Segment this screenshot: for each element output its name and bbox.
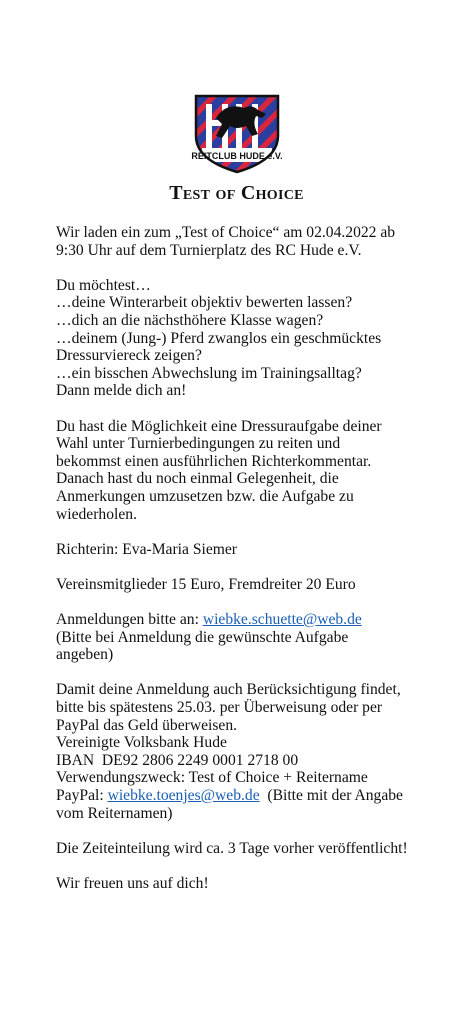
description-line: Du hast die Möglichkeit eine Dressuraufgabe deiner (56, 417, 382, 435)
purpose-line: Verwendungszweck: Test of Choice + Reitername (56, 769, 368, 787)
paypal-prefix: PayPal: (56, 787, 108, 804)
wishes-paragraph (56, 277, 436, 400)
wishes-line: …dich an die nächsthöhere Klasse wagen? (56, 311, 324, 329)
schedule-paragraph (56, 840, 436, 858)
closing-line: Wir freuen uns auf dich! (56, 874, 209, 892)
club-logo (186, 90, 288, 174)
logo-text: REITCLUB HUDE e.V. (191, 151, 283, 161)
wishes-line: Dann melde dich an! (56, 382, 187, 400)
description-paragraph (56, 418, 436, 524)
paypal-line-2: vom Reiternamen) (56, 804, 173, 822)
registration-prefix: Anmeldungen bitte an: (56, 611, 203, 629)
registration-line (56, 611, 436, 629)
bank-name: Vereinigte Volksbank Hude (56, 734, 227, 752)
wishes-line: …ein bisschen Abwechslung im Trainingsalltag? (56, 364, 362, 382)
paypal-line (56, 787, 436, 805)
registration-note-line: (Bitte bei Anmeldung die gewünschte Aufgabe (56, 628, 349, 646)
description-line: Danach hast du noch einmal Gelegenheit, die (56, 470, 339, 488)
payment-line: bitte bis spätestens 25.03. per Überweisung oder per (56, 699, 383, 717)
intro-line: Wir laden ein zum „Test of Choice“ am 02.04.2022 ab (56, 224, 396, 241)
payment-paragraph (56, 681, 436, 822)
description-line: wiederholen. (56, 505, 137, 523)
wishes-line: …deine Winterarbeit objektiv bewerten lassen? (56, 294, 353, 312)
wishes-line: Dressurviereck zeigen? (56, 347, 202, 365)
description-line: Wahl unter Turnierbedingungen zu reiten und (56, 435, 341, 453)
fees-paragraph (56, 576, 436, 594)
description-line: Anmerkungen umzusetzen bzw. die Aufgabe zu (56, 487, 354, 505)
payment-line: PayPal das Geld überweisen. (56, 716, 238, 734)
closing-paragraph (56, 875, 436, 893)
wishes-line: Du möchtest… (56, 276, 151, 294)
fees-line: Vereinsmitglieder 15 Euro, Fremdreiter 20 Euro (56, 575, 356, 593)
payment-line: Damit deine Anmeldung auch Berücksichtigung findet, (56, 681, 401, 699)
description-line: bekommst einen ausführlichen Richterkommentar. (56, 452, 372, 470)
registration-note-line: angeben) (56, 646, 114, 664)
judge-paragraph (56, 541, 436, 559)
schedule-line: Die Zeiteinteilung wird ca. 3 Tage vorher veröffentlicht! (56, 839, 408, 857)
judge-line: Richterin: Eva-Maria Siemer (56, 540, 237, 558)
wishes-line: …deinem (Jung-) Pferd zwanglos ein geschmücktes (56, 329, 382, 347)
registration-email-link[interactable]: wiebke.schuette@web.de (202, 611, 362, 629)
registration-paragraph (56, 611, 436, 664)
intro-line: 9:30 Uhr auf dem Turnierplatz des RC Hude e.V. (56, 241, 362, 259)
paypal-suffix: (Bitte mit der Angabe (259, 787, 403, 804)
intro-paragraph (56, 224, 436, 259)
flyer-body (56, 224, 436, 910)
paypal-email-link[interactable]: wiebke.toenjes@web.de (107, 787, 260, 804)
page-title: Test of Choice (169, 182, 304, 204)
shield-logo-icon (186, 90, 288, 174)
iban-line: IBAN DE92 2806 2249 0001 2718 00 (56, 751, 299, 769)
